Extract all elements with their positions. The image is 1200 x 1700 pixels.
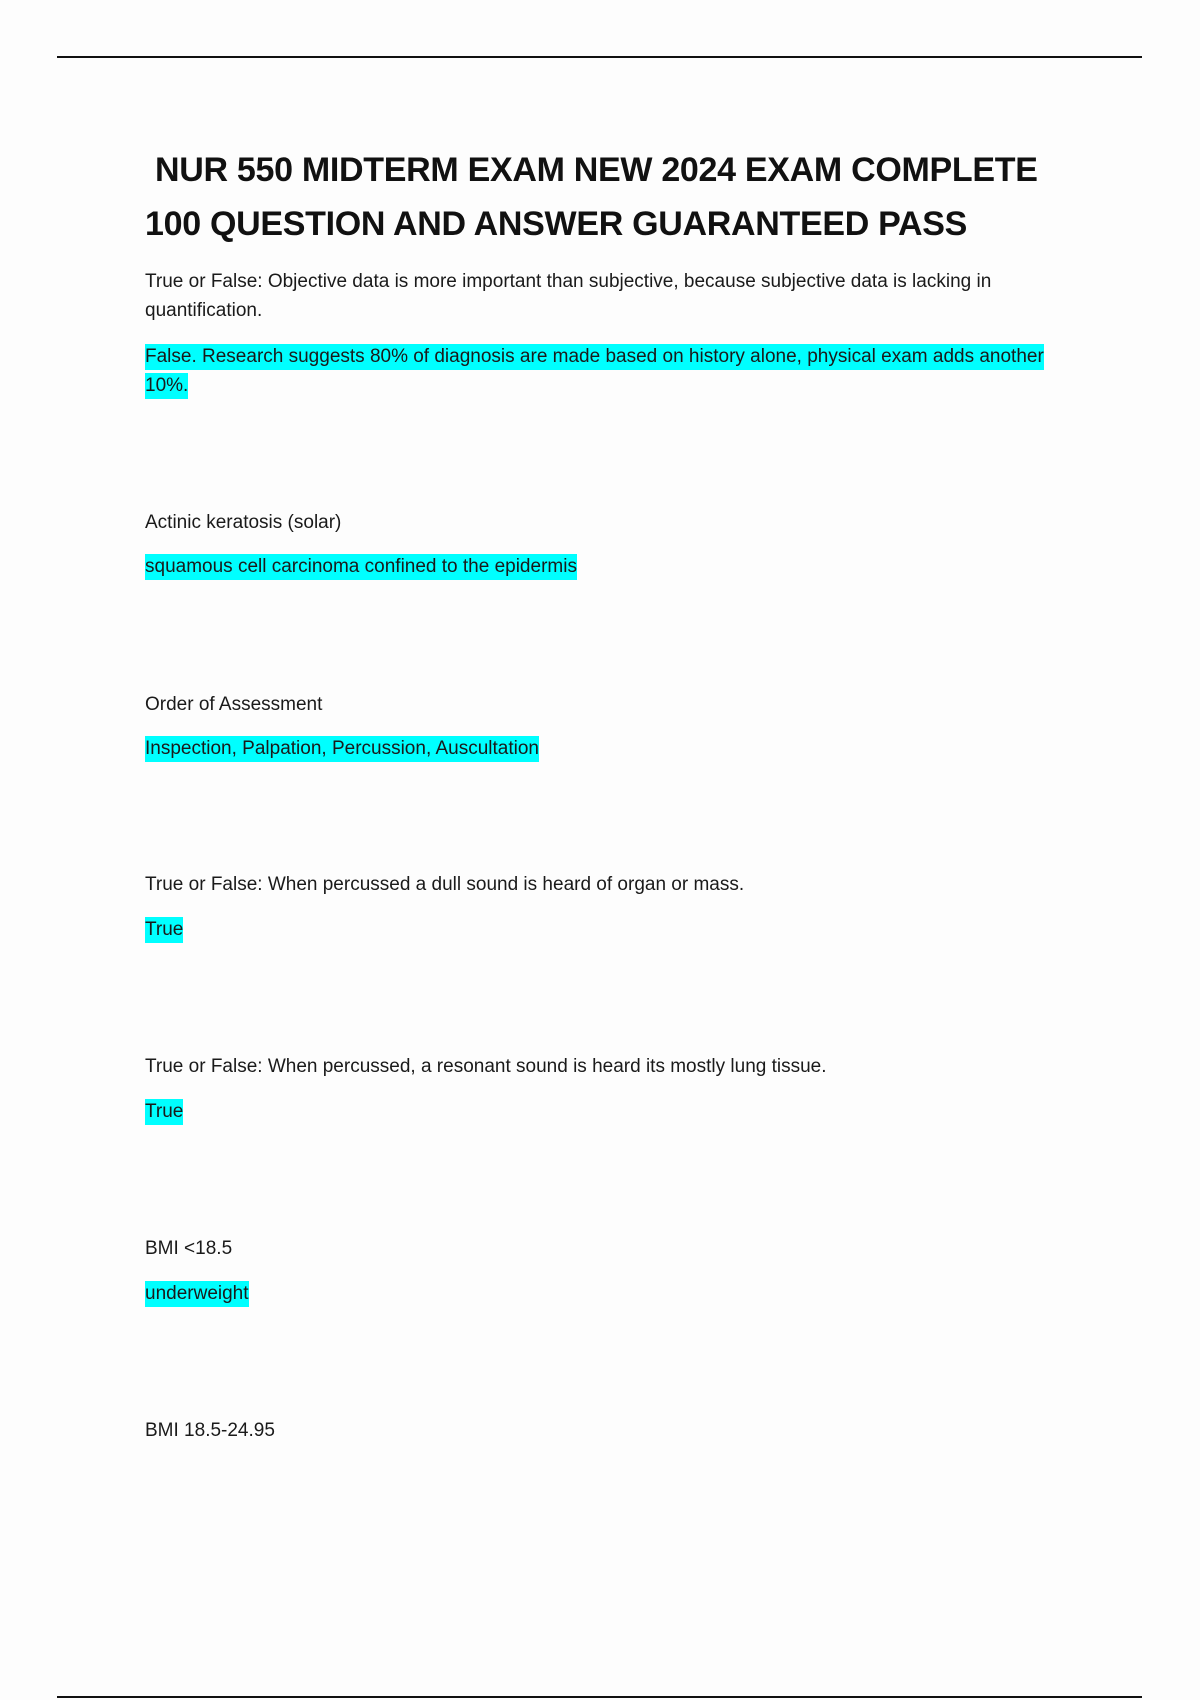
answer-2-text: squamous cell carcinoma confined to the epidermis <box>145 554 577 580</box>
answer-6-text: underweight <box>145 1281 249 1307</box>
answer-2 <box>145 552 1085 581</box>
answer-3 <box>145 734 1085 763</box>
footer-rule <box>57 1696 1142 1698</box>
answer-3-text: Inspection, Palpation, Percussion, Auscultation <box>145 736 539 762</box>
question-6: BMI <18.5 <box>145 1238 233 1259</box>
document-title <box>145 143 1085 251</box>
question-3: Order of Assessment <box>145 694 323 715</box>
question-7: BMI 18.5-24.95 <box>145 1420 275 1441</box>
answer-6 <box>145 1279 1085 1308</box>
answer-1 <box>145 342 1085 400</box>
answer-5-text: True <box>145 1099 183 1125</box>
question-1: True or False: Objective data is more important than subjective, because subjective data is lacking in quantification. <box>145 271 992 321</box>
answer-4-text: True <box>145 917 183 943</box>
document-title-line-1: NUR 550 MIDTERM EXAM NEW 2024 EXAM COMPLETE <box>155 151 1038 189</box>
answer-5 <box>145 1097 1085 1126</box>
header-rule <box>57 56 1142 58</box>
answer-4 <box>145 915 1085 944</box>
question-4: True or False: When percussed a dull sound is heard of organ or mass. <box>145 874 745 895</box>
answer-1-text: False. Research suggests 80% of diagnosis are made based on history alone, physical exam adds another 10%. <box>145 344 1044 399</box>
question-2: Actinic keratosis (solar) <box>145 512 342 533</box>
document-title-line-2: 100 QUESTION AND ANSWER GUARANTEED PASS <box>145 205 968 243</box>
question-5: True or False: When percussed, a resonant sound is heard its mostly lung tissue. <box>145 1056 827 1077</box>
